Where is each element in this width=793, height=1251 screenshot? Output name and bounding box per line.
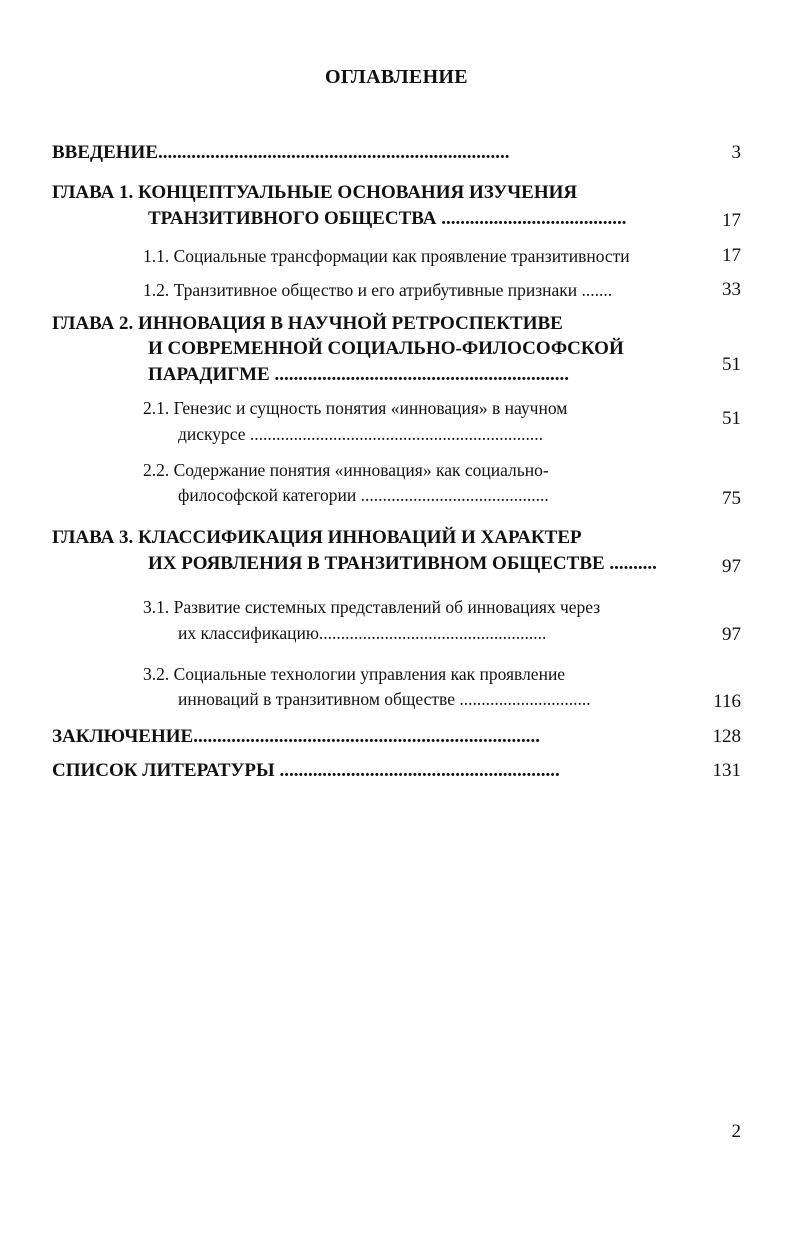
section-3-1-title-line-2: их классификацию.................................................... xyxy=(178,623,547,643)
chapter-2-page: 51 xyxy=(722,354,741,375)
section-2-1-page: 51 xyxy=(722,408,741,429)
section-1-1-title: 1.1. Социальные трансформации как проявление транзитивности xyxy=(143,246,630,266)
chapter-2-title-line-3: ПАРАДИГМЕ .............................................................. xyxy=(148,364,569,385)
section-1-2-page: 33 xyxy=(722,279,741,300)
chapter-3-page: 97 xyxy=(722,556,741,577)
chapter-1-page: 17 xyxy=(722,210,741,231)
toc-intro-text: ВВЕДЕНИЕ.......................................................................... xyxy=(52,142,510,163)
chapter-3-title-line-2: ИХ РОЯВЛЕНИЯ В ТРАНЗИТИВНОМ ОБЩЕСТВЕ .......... xyxy=(148,553,657,574)
toc-conclusion-page: 128 xyxy=(712,726,741,747)
chapter-1-title-line-1: ГЛАВА 1. КОНЦЕПТУАЛЬНЫЕ ОСНОВАНИЯ ИЗУЧЕНИЯ xyxy=(52,182,578,203)
section-2-2-title-line-1: 2.2. Содержание понятия «инновация» как социально- xyxy=(143,460,549,480)
toc-conclusion-text: ЗАКЛЮЧЕНИЕ......................................................................... xyxy=(52,726,540,747)
section-3-2-page: 116 xyxy=(713,691,741,712)
toc-references-text: СПИСОК ЛИТЕРАТУРЫ ........................................................... xyxy=(52,760,560,781)
chapter-3-title-line-1: ГЛАВА 3. КЛАССИФИКАЦИЯ ИННОВАЦИЙ И ХАРАКТЕР xyxy=(52,527,582,548)
section-2-1-title-line-2: дискурсе ................................................................... xyxy=(178,424,544,444)
section-3-1-title-line-1: 3.1. Развитие системных представлений об инновациях через xyxy=(143,597,601,617)
chapter-1-title-line-2: ТРАНЗИТИВНОГО ОБЩЕСТВА ....................................... xyxy=(148,208,627,229)
section-2-1-title-line-1: 2.1. Генезис и сущность понятия «инновация» в научном xyxy=(143,398,568,418)
section-1-2-title: 1.2. Транзитивное общество и его атрибутивные признаки ....... xyxy=(143,280,613,300)
page-number: 2 xyxy=(731,1121,741,1142)
page-title: ОГЛАВЛЕНИЕ xyxy=(325,66,468,88)
section-3-2-title-line-1: 3.2. Социальные технологии управления как проявление xyxy=(143,664,566,684)
chapter-2-title-line-1: ГЛАВА 2. ИННОВАЦИЯ В НАУЧНОЙ РЕТРОСПЕКТИВЕ xyxy=(52,313,563,334)
chapter-2-title-line-2: И СОВРЕМЕННОЙ СОЦИАЛЬНО-ФИЛОСОФСКОЙ xyxy=(148,338,624,359)
section-2-2-page: 75 xyxy=(722,488,741,509)
section-1-1-page: 17 xyxy=(722,245,741,266)
toc-references-page: 131 xyxy=(712,760,741,781)
section-3-1-page: 97 xyxy=(722,624,741,645)
section-2-2-title-line-2: философской категории ........................................... xyxy=(178,485,549,505)
toc-intro-page: 3 xyxy=(731,142,741,163)
section-3-2-title-line-2: инноваций в транзитивном обществе .............................. xyxy=(178,689,591,709)
